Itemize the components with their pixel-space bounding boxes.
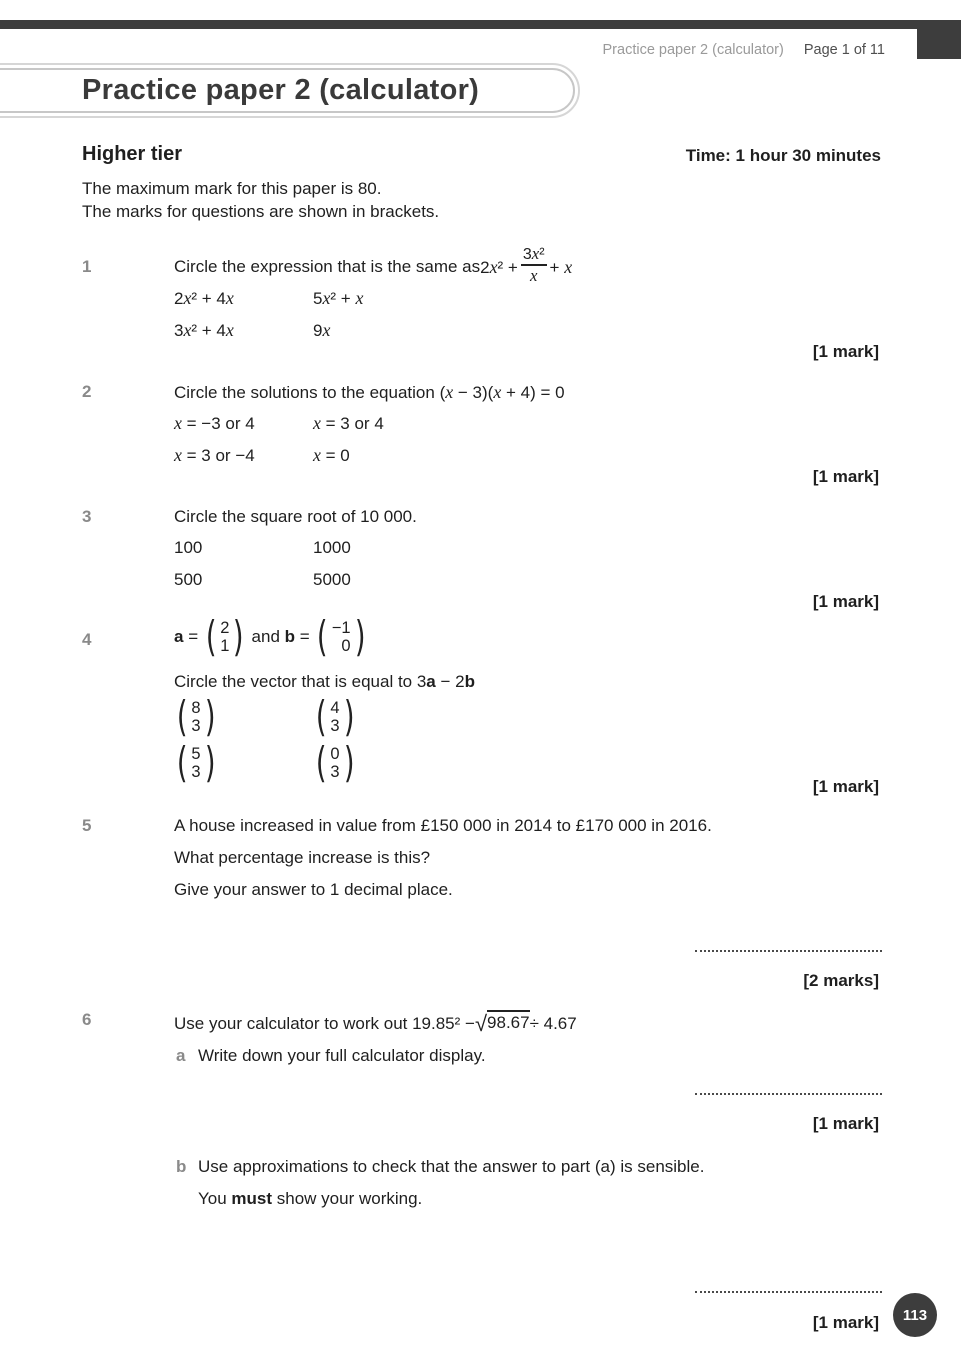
q6b-line-2 (198, 1189, 422, 1209)
radical-sign: √ (474, 1011, 488, 1036)
q5-number: 5 (82, 816, 92, 835)
q2-number: 2 (82, 382, 92, 401)
q4-vector-a-top: 2 (220, 618, 230, 637)
q6-square-root (474, 1010, 530, 1036)
q6b-line2-pre: You (198, 1189, 232, 1208)
q6a-marks: [1 mark] (812, 1114, 879, 1133)
q1-option-1: 2x² + 4x (174, 288, 234, 308)
q5-line-1: A house increased in value from £150 000 in 2014 to £170 000 in 2016. (174, 816, 712, 835)
q2-prompt-math: (x − 3)(x + 4) = 0 (439, 382, 565, 402)
q1-fraction (521, 244, 547, 287)
q3-option-1: 100 (174, 538, 203, 557)
q4-vector-b-top: −1 (331, 618, 351, 637)
q2-option-4: x = 0 (313, 445, 350, 465)
q6a-answer-line (695, 1087, 882, 1095)
q1-option-4: 9x (313, 320, 331, 340)
open-paren: ( (205, 612, 217, 661)
q2-prompt (174, 382, 565, 403)
q4-prompt-b: b (464, 672, 475, 691)
q2-option-3: x = 3 or −4 (174, 445, 255, 465)
q2-option-1: x = −3 or 4 (174, 413, 255, 433)
page-title: Practice paper 2 (calculator) (82, 74, 480, 106)
q6-radicand: 98.67 (487, 1010, 530, 1033)
close-paren: ) (204, 738, 216, 787)
close-paren: ) (204, 692, 216, 741)
q1-prompt-math1: 2x² + (480, 256, 518, 277)
q6b-marks: [1 mark] (812, 1313, 879, 1332)
q1-marks: [1 mark] (812, 342, 879, 361)
q1-fraction-numerator: 3x² (521, 244, 547, 266)
open-paren: ( (176, 738, 188, 787)
q4-option-4: ( 0 3 ) (315, 738, 355, 787)
q6b-line2-bold: must (231, 1189, 273, 1208)
q4-option-2: ( 4 3 ) (315, 692, 355, 741)
q4-prompt-a: a (426, 672, 436, 691)
q4-number: 4 (82, 630, 92, 649)
q4-vector-a-equals: = (183, 626, 203, 646)
q3-prompt: Circle the square root of 10 000. (174, 507, 417, 526)
running-header (603, 42, 886, 58)
tier-title: Higher tier (82, 143, 183, 165)
q6b-label: b (176, 1157, 187, 1176)
q4-vector-a (203, 612, 247, 661)
q5-answer-line (695, 944, 882, 952)
q3-number: 3 (82, 507, 92, 526)
q1-number: 1 (82, 257, 92, 276)
q5-marks: [2 marks] (803, 971, 879, 990)
intro-text (82, 177, 439, 223)
q4-option-3: ( 5 3 ) (176, 738, 216, 787)
q4-vector-b (314, 612, 368, 661)
q3-option-4: 5000 (313, 570, 351, 589)
q4-option-1: ( 8 3 ) (176, 692, 216, 741)
open-paren: ( (176, 692, 188, 741)
q5-line-3: Give your answer to 1 decimal place. (174, 880, 453, 899)
q1-option-2: 5x² + x (313, 288, 364, 308)
q4-vector-b-label: b (284, 626, 296, 646)
q1-prompt (174, 246, 572, 289)
q6b-line2-post: show your working. (272, 1189, 423, 1208)
corner-tab (917, 20, 961, 59)
q6b-line-1: Use approximations to check that the answer to part (a) is sensible. (198, 1157, 705, 1176)
top-bar (0, 20, 961, 29)
open-paren: ( (315, 738, 327, 787)
open-paren: ( (315, 692, 327, 741)
running-header-page: Page 1 of 11 (803, 42, 885, 58)
q6a-label: a (176, 1046, 186, 1065)
q4-vector-b-bottom: 0 (341, 636, 351, 655)
q6a-text: Write down your full calculator display. (198, 1046, 486, 1065)
q1-prompt-math2: + x (549, 256, 573, 277)
q4-and-text: and (246, 626, 285, 646)
close-paren: ) (354, 612, 366, 661)
time-label: Time: 1 hour 30 minutes (685, 146, 881, 165)
close-paren: ) (343, 738, 355, 787)
q6-number: 6 (82, 1010, 92, 1029)
q4-vector-a-label: a (174, 626, 184, 646)
q3-marks: [1 mark] (812, 592, 879, 611)
q2-marks: [1 mark] (812, 467, 879, 486)
open-paren: ( (317, 612, 328, 661)
q1-fraction-denominator: x (529, 266, 538, 286)
q2-option-2: x = 3 or 4 (313, 413, 384, 433)
q4-prompt-pre: Circle the vector that is equal to 3 (174, 672, 427, 691)
q6-prompt-post: ÷ 4.67 (529, 1014, 577, 1033)
footer-page-number: 113 (893, 1293, 937, 1337)
q4-vector-definitions (174, 612, 368, 661)
q6-prompt (174, 1010, 577, 1034)
q5-line-2: What percentage increase is this? (174, 848, 431, 867)
intro-line-2: The marks for questions are shown in brackets. (82, 202, 440, 221)
close-paren: ) (343, 692, 355, 741)
q3-option-2: 1000 (313, 538, 351, 557)
intro-line-1: The maximum mark for this paper is 80. (82, 179, 382, 198)
q3-option-3: 500 (174, 570, 203, 589)
running-header-title: Practice paper 2 (calculator) (602, 42, 784, 58)
q1-option-3: 3x² + 4x (174, 320, 234, 340)
q4-vector-b-equals: = (295, 626, 315, 646)
q6b-answer-line (695, 1285, 882, 1293)
q4-marks: [1 mark] (812, 777, 879, 796)
q4-prompt (174, 672, 475, 692)
q4-vector-a-bottom: 1 (220, 636, 230, 655)
q6-prompt-pre: Use your calculator to work out 19.85² − (174, 1014, 475, 1033)
q1-prompt-plain: Circle the expression that is the same as (174, 257, 481, 277)
q4-prompt-mid: − 2 (435, 672, 465, 691)
close-paren: ) (233, 612, 244, 661)
q2-prompt-plain: Circle the solutions to the equation (174, 383, 440, 402)
